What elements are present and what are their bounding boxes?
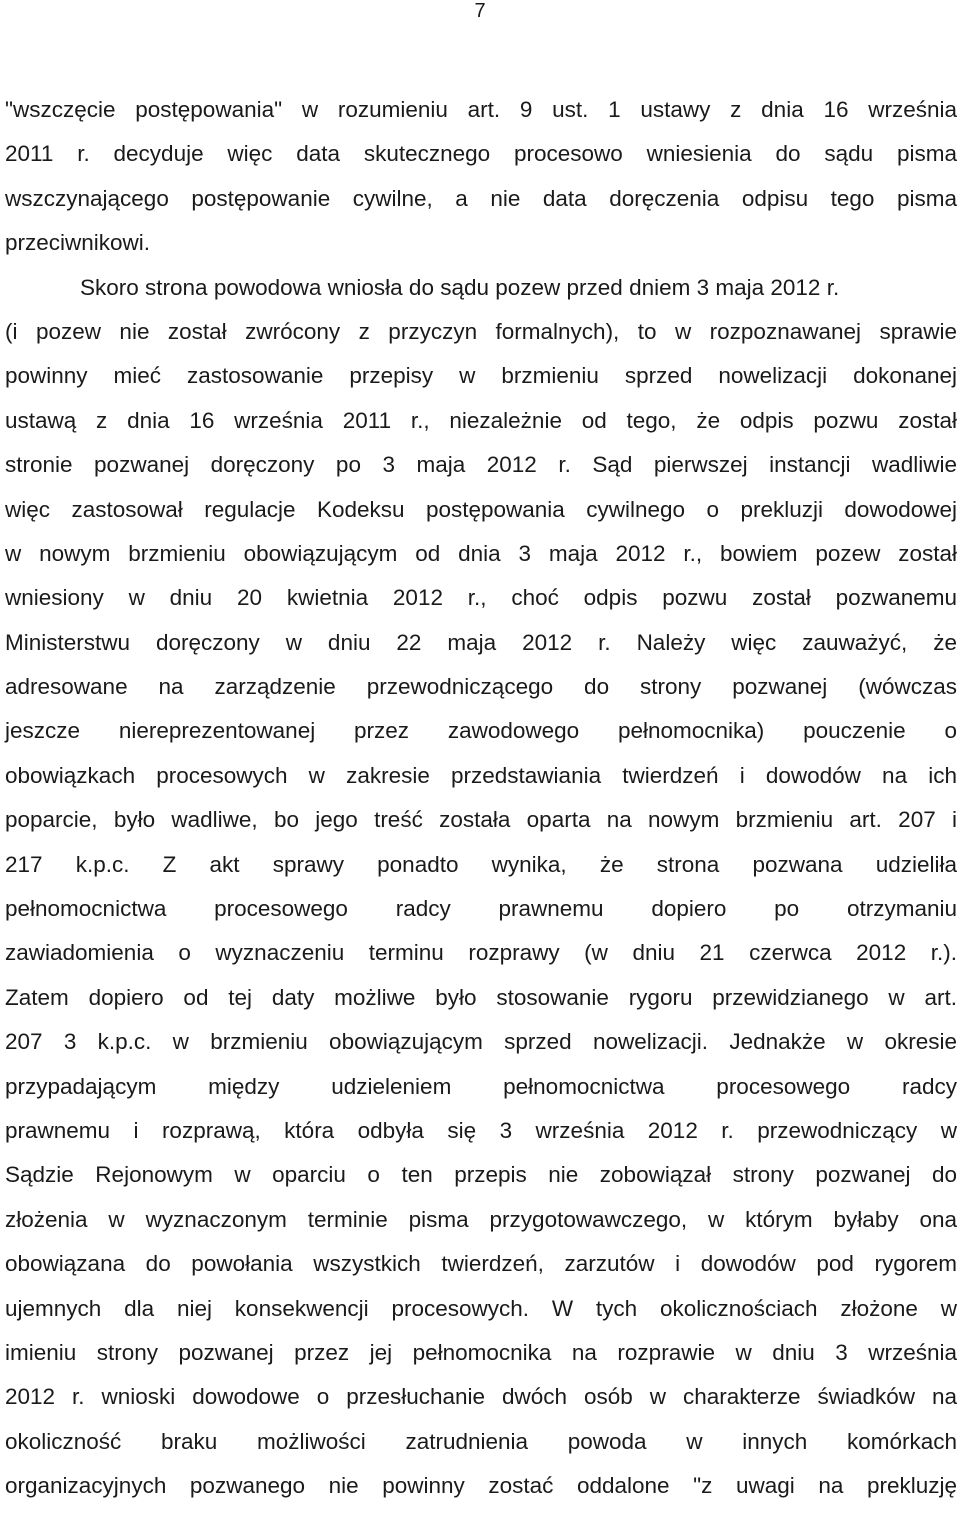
text-line: "wszczęcie postępowania" w rozumieniu art. 9 ust. 1 ustawy z dnia 16 września — [5, 97, 957, 122]
text-line: organizacyjnych pozwanego nie powinny zostać oddalone "z uwagi na prekluzję — [5, 1473, 957, 1499]
text-line: 217 k.p.c. Z akt sprawy ponadto wynika, że strona pozwana udzieliła — [5, 851, 957, 877]
page-number: 7 — [474, 0, 486, 22]
text-line: imieniu strony pozwanej przez jej pełnomocnika na rozprawie w dniu 3 września — [5, 1339, 957, 1365]
text-line: prawnemu i rozprawą, która odbyła się 3 września 2012 r. przewodniczący w — [5, 1117, 957, 1143]
text-line: stronie pozwanej doręczony po 3 maja 2012 r. Sąd pierwszej instancji wadliwie — [5, 452, 957, 478]
text-line: obowiązkach procesowych w zakresie przedstawiania twierdzeń i dowodów na ich — [5, 762, 957, 788]
document-body — [5, 95, 957, 1516]
text-line: ujemnych dla niej konsekwencji procesowych. W tych okolicznościach złożone w — [5, 1295, 957, 1321]
text-line: w nowym brzmieniu obowiązującym od dnia 3 maja 2012 r., bowiem pozew został — [5, 540, 957, 566]
text-line: jeszcze niereprezentowanej przez zawodowego pełnomocnika) pouczenie o — [5, 718, 957, 744]
text-line: poparcie, było wadliwe, bo jego treść została oparta na nowym brzmieniu art. 207 i — [5, 807, 957, 833]
text-line: 2011 r. decyduje więc data skutecznego procesowo wniesienia do sądu pisma — [5, 141, 957, 167]
text-line: (i pozew nie został zwrócony z przyczyn formalnych), to w rozpoznawanej sprawie — [5, 318, 957, 344]
text-line: Ministerstwu doręczony w dniu 22 maja 2012 r. Należy więc zauważyć, że — [5, 629, 957, 655]
text-line: Sądzie Rejonowym w oparciu o ten przepis nie zobowiązał strony pozwanej do — [5, 1162, 957, 1188]
text-line: 2012 r. wnioski dowodowe o przesłuchanie dwóch osób w charakterze świadków na — [5, 1384, 957, 1410]
text-line: Zatem dopiero od tej daty możliwe było stosowanie rygoru przewidzianego w art. — [5, 984, 957, 1010]
text-line: złożenia w wyznaczonym terminie pisma przygotowawczego, w którym byłaby ona — [5, 1206, 957, 1232]
text-line: adresowane na zarządzenie przewodniczącego do strony pozwanej (wówczas — [5, 674, 957, 700]
text-line: ustawą z dnia 16 września 2011 r., niezależnie od tego, że odpis pozwu został — [5, 407, 957, 433]
text-line: wniesiony w dniu 20 kwietnia 2012 r., choć odpis pozwu został pozwanemu — [5, 585, 957, 611]
text-line: 207 3 k.p.c. w brzmieniu obowiązującym sprzed nowelizacji. Jednakże w okresie — [5, 1029, 957, 1055]
text-line: przypadającym między udzieleniem pełnomocnictwa procesowego radcy — [5, 1073, 957, 1099]
text-line: przeciwnikowi. — [5, 230, 151, 256]
text-line: okoliczność braku możliwości zatrudnienia powoda w innych komórkach — [5, 1428, 957, 1454]
text-line: powinny mieć zastosowanie przepisy w brzmieniu sprzed nowelizacji dokonanej — [5, 363, 957, 389]
paragraph-start-line: Skoro strona powodowa wniosła do sądu pozew przed dniem 3 maja 2012 r. — [80, 274, 840, 300]
text-line: obowiązana do powołania wszystkich twierdzeń, zarzutów i dowodów pod rygorem — [5, 1251, 957, 1277]
text-line: zawiadomienia o wyznaczeniu terminu rozprawy (w dniu 21 czerwca 2012 r.). — [5, 940, 957, 966]
text-line: pełnomocnictwa procesowego radcy prawnemu dopiero po otrzymaniu — [5, 896, 957, 922]
text-line: więc zastosował regulacje Kodeksu postępowania cywilnego o prekluzji dowodowej — [5, 496, 957, 522]
text-line: wszczynającego postępowanie cywilne, a nie data doręczenia odpisu tego pisma — [5, 185, 957, 211]
